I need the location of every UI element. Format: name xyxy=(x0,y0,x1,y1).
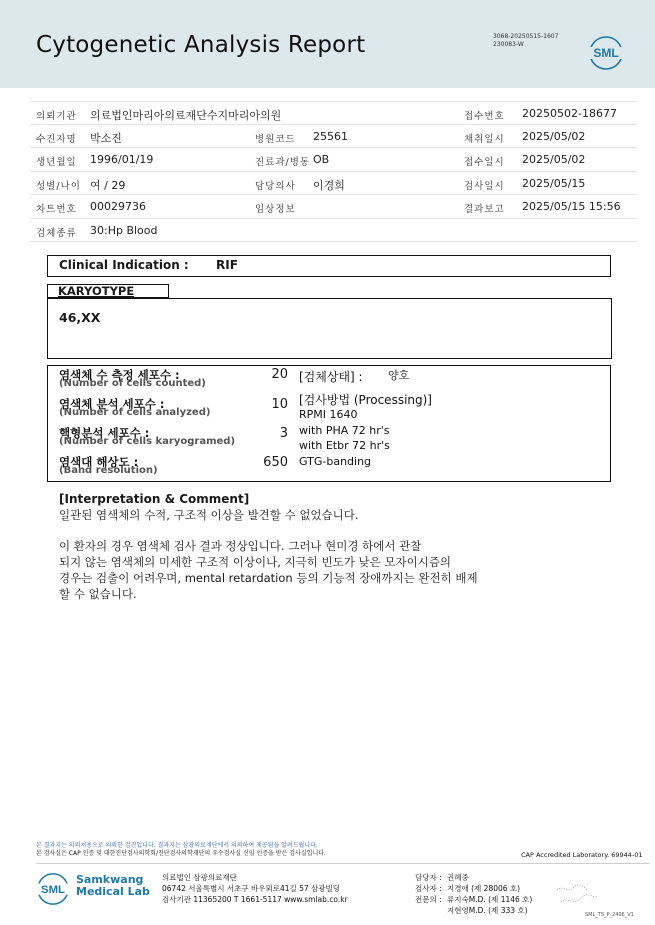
count-label: 염색체 수 측정 세포수 : xyxy=(59,368,180,382)
staff-list xyxy=(415,872,532,916)
count-sublabel: (Number of cells analyzed) xyxy=(59,407,211,418)
info-value: 30:Hp Blood xyxy=(90,223,158,237)
processing-line: with PHA 72 hr's xyxy=(299,424,390,437)
count-label: 염색대 해상도 : xyxy=(59,455,139,469)
info-label: 결과보고 xyxy=(464,204,505,215)
count-label: 염색체 분석 세포수 : xyxy=(59,397,165,411)
footer-notes xyxy=(36,842,326,858)
info-row xyxy=(30,101,637,125)
info-value: 박소진 xyxy=(90,131,122,145)
footer-note: 본 결과지는 의뢰처용으로 의뢰한 검진입니다. 결과지는 삼광의료재단에서 의뢰하여 제공됨을 알려드립니다. xyxy=(36,842,318,849)
info-value: 2025/05/02 xyxy=(522,129,586,143)
processing-line: with Etbr 72 hr's xyxy=(299,439,390,452)
count-label: 핵형분석 세포수 : xyxy=(59,426,150,440)
count-sublabel: (Number of cells counted) xyxy=(59,378,206,389)
patient-info-table xyxy=(30,101,637,242)
count-value: 3 xyxy=(279,426,288,441)
brand-line: Medical Lab xyxy=(76,885,150,898)
cap-accreditation: CAP Accredited Laboratory. 69944-01 xyxy=(521,851,643,859)
info-label: 접수일시 xyxy=(464,157,505,168)
count-value: 20 xyxy=(271,367,288,382)
interpretation-text: 되지 않는 염색체의 미세한 구조적 이상이나, 지극히 빈도가 낮은 모자이시즘의 xyxy=(59,555,452,569)
staff-role: 담당자 : xyxy=(415,873,442,882)
count-value: 10 xyxy=(271,397,288,412)
interpretation-text: 일관된 염색체의 수적, 구조적 이상을 발견할 수 없었습니다. xyxy=(59,508,359,522)
document-code: 230083-W xyxy=(493,41,524,48)
karyotype-value: 46,XX xyxy=(59,310,101,325)
staff-role: 전문의 : xyxy=(415,895,442,904)
info-label: 성별/나이 xyxy=(36,180,81,192)
info-label: 검체종류 xyxy=(36,227,77,239)
info-value: 2025/05/02 xyxy=(522,153,586,166)
info-label: 병원코드 xyxy=(255,133,296,145)
document-code: 3068-20250515-1607 xyxy=(493,33,559,40)
signature-icon xyxy=(555,880,600,910)
address-line: 06742 서울특별시 서초구 바우뫼로41길 57 삼광빌딩 xyxy=(162,884,341,893)
info-value: 2025/05/15 xyxy=(522,176,586,190)
staff-name: 권혜중 xyxy=(447,873,469,882)
staff-role: 검사자 : xyxy=(415,884,442,893)
info-value: 25561 xyxy=(313,129,348,143)
info-label: 의뢰기관 xyxy=(36,111,77,122)
info-value: OB xyxy=(313,153,330,166)
sml-logo-text: SML xyxy=(593,46,619,60)
interpretation-text: 할 수 없습니다. xyxy=(59,587,137,601)
info-label: 채취일시 xyxy=(464,133,505,145)
karyotype-tab xyxy=(47,284,169,298)
address-line: 검사기관 11365200 T 1661-5117 www.smlab.co.kr xyxy=(162,895,348,904)
count-value: 650 xyxy=(263,455,288,470)
interpretation-heading: [Interpretation & Comment] xyxy=(59,492,250,506)
address-line: 의료법인 삼광의료재단 xyxy=(162,873,237,882)
info-value: 2025/05/15 15:56 xyxy=(522,200,621,213)
info-label: 수진자명 xyxy=(36,133,77,145)
sml-logo-text: SML xyxy=(41,883,65,896)
brand-line: Samkwang xyxy=(76,873,144,886)
info-value: 이경희 xyxy=(313,178,345,192)
banding-method: GTG-banding xyxy=(299,455,372,468)
clinical-indication-label: Clinical Indication : xyxy=(59,258,189,272)
info-value: 20250502-18677 xyxy=(522,107,617,120)
staff-name: 지현영M.D. (제 333 호) xyxy=(447,906,528,915)
form-code: SML_TS_P_2406_V1 xyxy=(585,912,634,918)
interpretation-text: 경우는 검출이 어려우며, mental retardation 등의 기능적 장애까지는 완전히 배제 xyxy=(59,571,478,585)
info-label: 접수번호 xyxy=(464,111,505,122)
info-label: 생년월일 xyxy=(36,157,77,168)
interpretation-section xyxy=(59,492,529,602)
brand-name xyxy=(76,874,150,898)
info-label: 차트번호 xyxy=(36,204,77,215)
staff-role xyxy=(415,905,447,916)
info-value: 여 / 29 xyxy=(90,178,126,192)
lab-address xyxy=(162,872,348,905)
info-row xyxy=(30,148,637,172)
info-value: 1996/01/19 xyxy=(90,153,154,166)
info-row xyxy=(30,195,637,219)
staff-name: 지경애 (제 28006 호) xyxy=(447,884,521,893)
specimen-status-value: 양호 xyxy=(388,369,410,382)
info-label: 검사일시 xyxy=(464,180,505,192)
karyotype-tab-label: KARYOTYPE xyxy=(58,284,135,298)
cell-count-box xyxy=(47,365,611,482)
footer-divider xyxy=(36,863,650,864)
info-row xyxy=(30,219,637,243)
report-title: Cytogenetic Analysis Report xyxy=(36,32,366,58)
count-sublabel: (Number of cells karyogramed) xyxy=(59,436,236,447)
clinical-indication-box xyxy=(47,255,611,277)
count-sublabel: (Band resolution) xyxy=(59,465,158,476)
report-header xyxy=(0,0,655,88)
sml-logo-icon xyxy=(36,872,70,906)
interpretation-text: 이 환자의 경우 염색체 검사 결과 정상입니다. 그러나 현미경 하에서 관찰 xyxy=(59,539,422,553)
info-row xyxy=(30,125,637,149)
footer-note: 본 검사실은 CAP 인증 및 대한진단검사의학회/진단검사의학재단의 우수검사실 신임 인증을 받은 검사실입니다. xyxy=(36,850,326,857)
processing-line: RPMI 1640 xyxy=(299,408,358,421)
info-label: 담당의사 xyxy=(255,180,296,192)
info-label: 임상정보 xyxy=(255,204,296,215)
info-label: 진료과/병동 xyxy=(255,157,311,168)
info-value: 의료법인마리아의료재단수지마리아의원 xyxy=(90,109,282,122)
clinical-indication-value: RIF xyxy=(216,258,238,272)
processing-label: [검사방법 (Processing)] xyxy=(299,393,432,407)
karyotype-box xyxy=(47,298,612,359)
staff-name: 류지숙M.D. (제 1146 호) xyxy=(447,895,533,904)
info-value: 00029736 xyxy=(90,200,146,213)
sml-logo-icon xyxy=(588,35,624,71)
document-codes xyxy=(493,33,558,49)
info-row xyxy=(30,172,637,196)
specimen-status-label: [검체상태] : xyxy=(299,370,363,384)
